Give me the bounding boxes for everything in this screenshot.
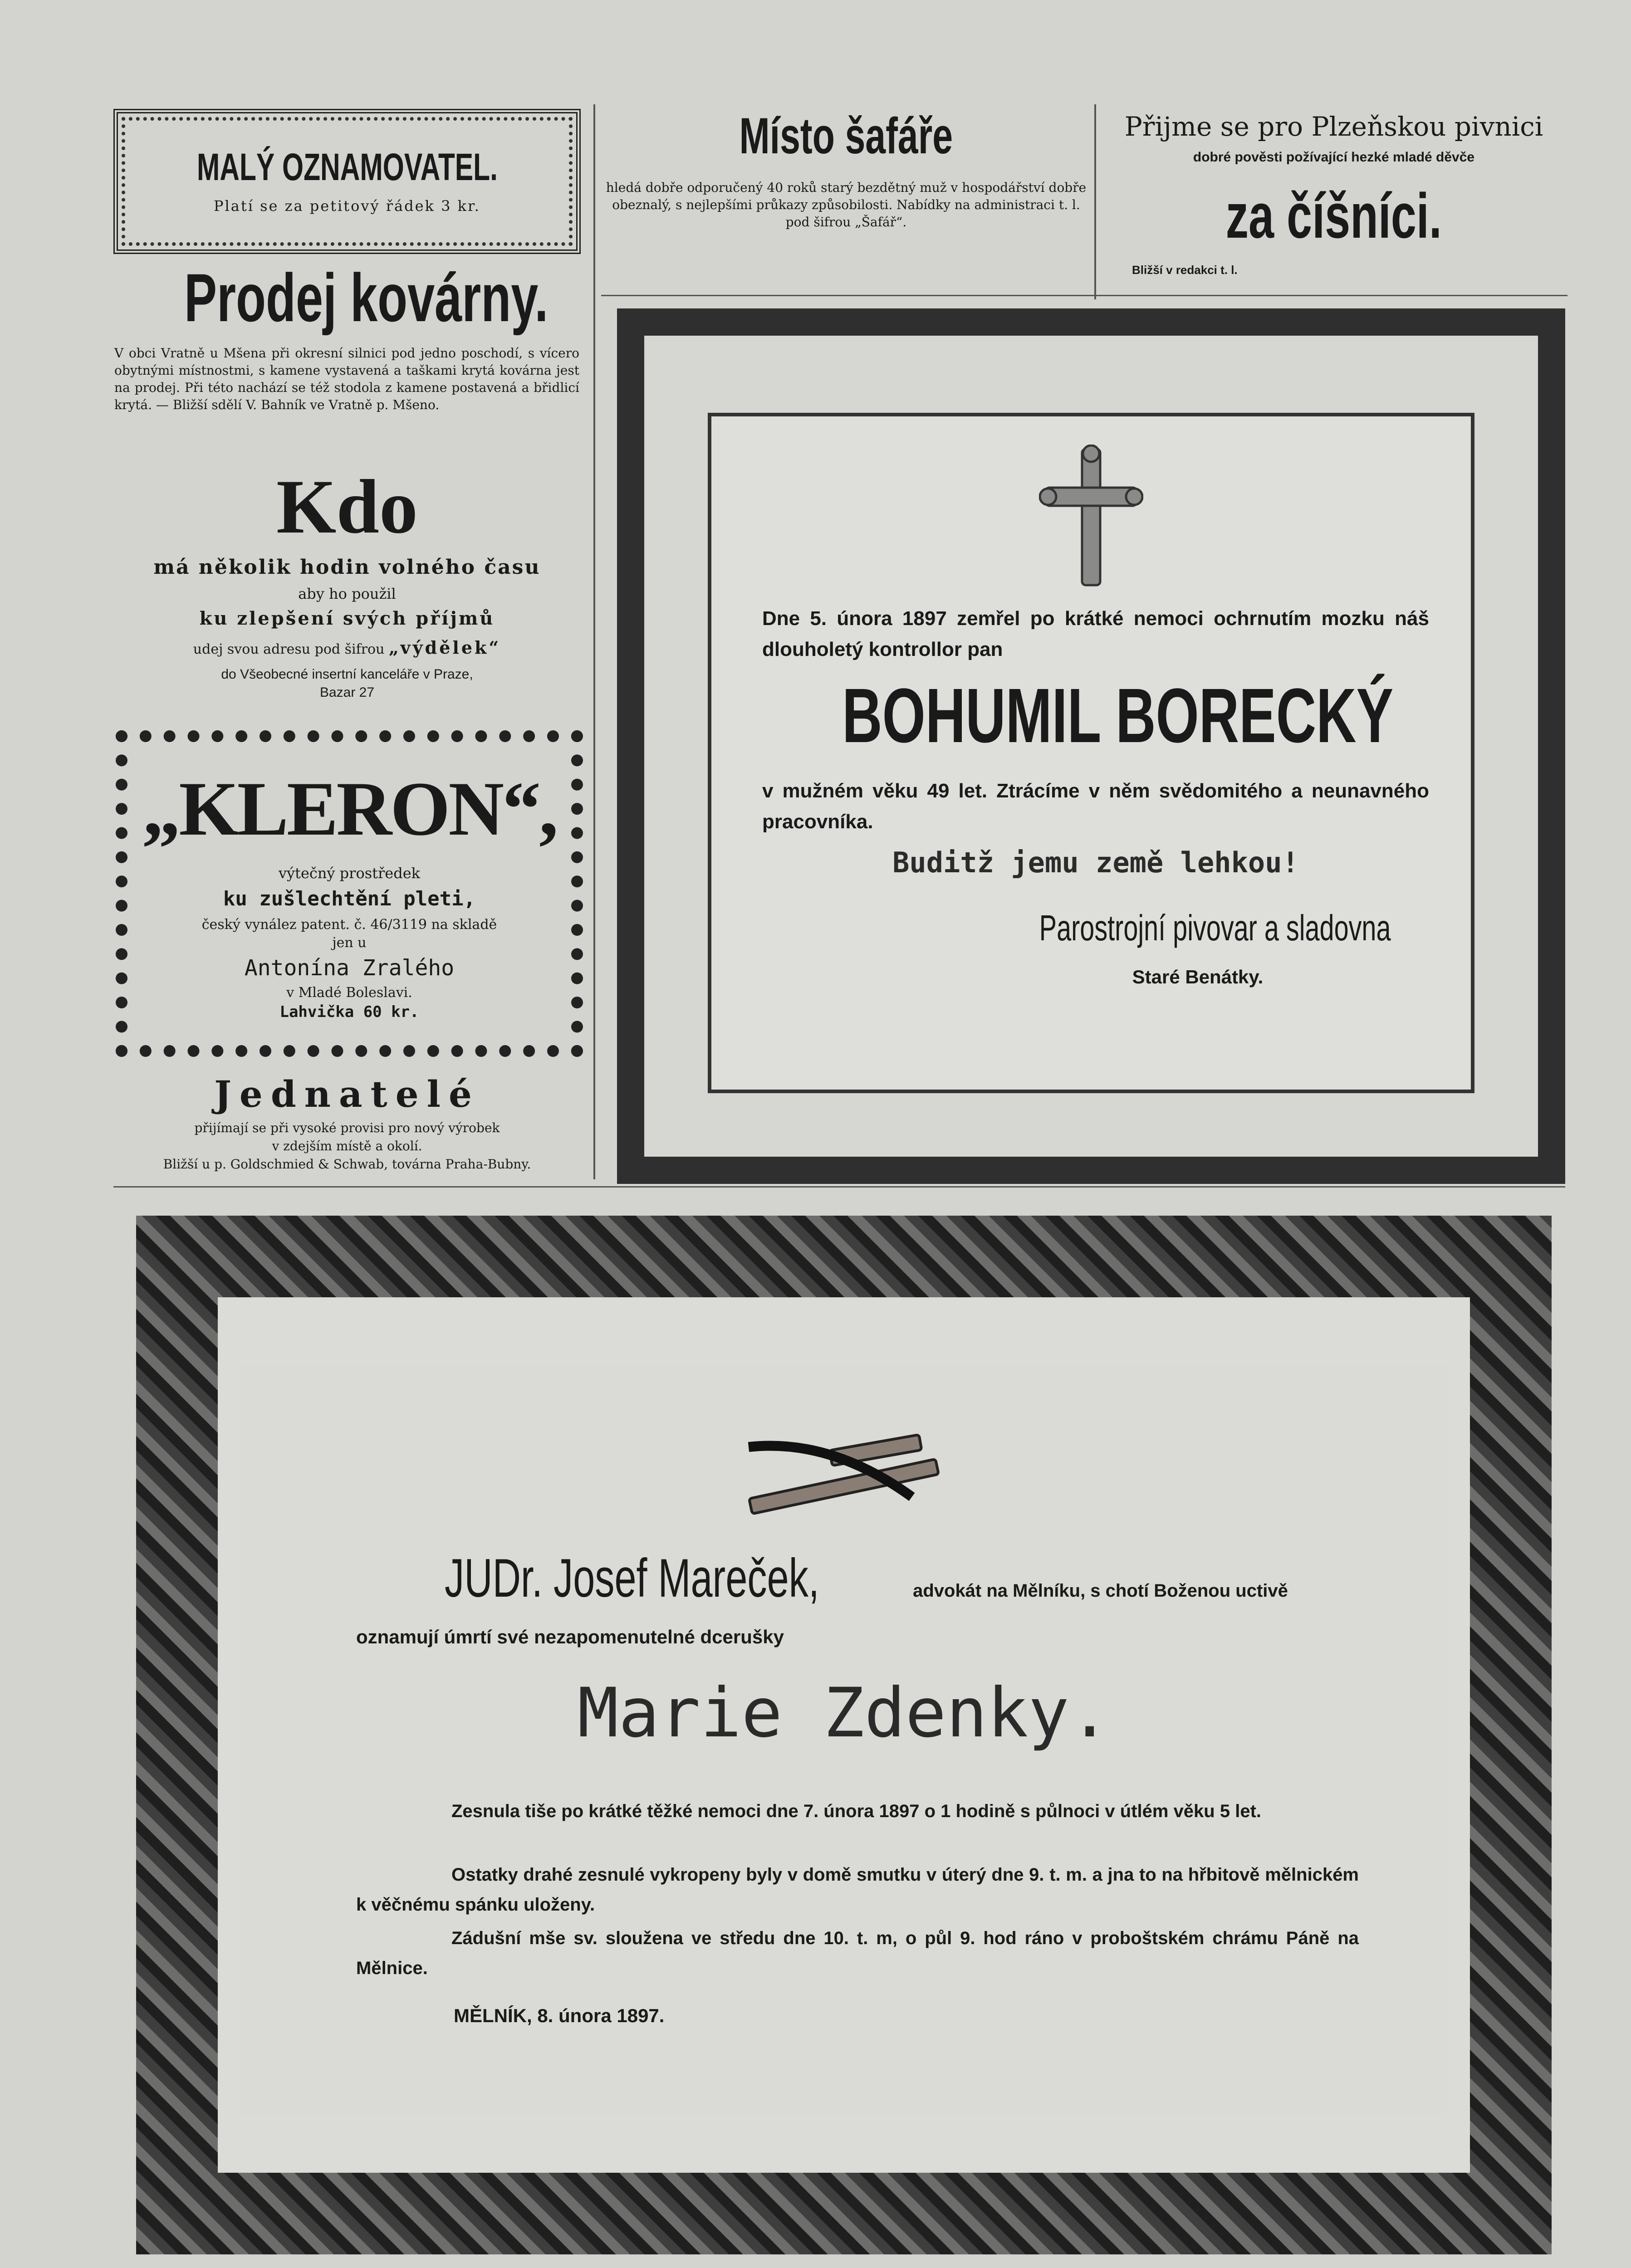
section-divider [601, 295, 1567, 296]
obituary-marecek-line2: oznamují úmrtí své nezapomenutelné dcerušky [356, 1626, 784, 1647]
prodej-body: V obci Vratně u Mšena při okresní silnici pod jedno poschodí, s vícero obytnými místnostmi, s kamene vystavená a taškami krytá kovárna jest na prodej. Při této nachází se též stodola z kamene postavená a břidlicí krytá. — Bližší sdělí V. Bahník ve Vratně p. Mšeno. [114, 346, 579, 412]
kdo-line6: Bazar 27 [319, 685, 375, 700]
obituary-marecek-sender-rest: advokát na Mělníku, s chotí Boženou uctivě [913, 1581, 1288, 1601]
jednatele-line2: v zdejším místě a okolí. [272, 1139, 422, 1154]
safar-title: Místo šafáře [739, 108, 953, 164]
prodej-title: Prodej kovárny. [184, 259, 549, 336]
column-divider-right [1094, 104, 1096, 299]
jednatele-line1: přijímají se při vysoké provisi pro nový výrobek [194, 1120, 500, 1135]
column-divider-left [593, 104, 595, 1179]
kleron-line2: ku zušlechtění pleti, [223, 887, 476, 910]
cisnici-title: za číšníci. [1225, 180, 1442, 251]
kdo-line5: do Všeobecné insertní kanceláře v Praze, [221, 667, 473, 682]
obituary-borecky-intro: Dne 5. února 1897 zemřel po krátké nemoci ochrnutím mozku náš dlouholetý kontrollor pan [762, 607, 1429, 660]
obituary-marecek-date: MĚLNÍK, 8. února 1897. [454, 2005, 665, 2026]
kleron-line1: výtečný prostředek [278, 865, 421, 882]
kleron-line4: jen u [332, 935, 367, 951]
obituary-borecky-signer: Parostrojní pivovar a sladovna [1039, 908, 1391, 948]
obituary-marecek-p1: Zesnula tiše po krátké těžké nemoci dne 7. února 1897 o 1 hodině s půlnoci v útlém věku 5 let. [451, 1801, 1261, 1821]
kleron-line3: český vynález patent. č. 46/3119 na skladě [201, 917, 497, 933]
obituary-borecky-blessing: Buditž jemu země lehkou! [892, 846, 1299, 879]
obituary-borecky-place: Staré Benátky. [1132, 966, 1264, 987]
obituary-marecek-name: Marie Zdenky. [578, 1674, 1110, 1753]
middle-divider [113, 1186, 1565, 1188]
obituary-borecky-body: v mužném věku 49 let. Ztrácíme v něm svědomitého a neunavného pracovníka. [762, 780, 1429, 833]
obituary-marecek-sender: JUDr. Josef Mareček, [445, 1548, 819, 1608]
jednatele-line3: Bližší u p. Goldschmied & Schwab, továrna Praha-Bubny. [163, 1157, 531, 1172]
kleron-line7: Lahvička 60 kr. [279, 1003, 419, 1021]
kdo-line1: má několik hodin volného času [153, 556, 541, 579]
cisnici-line1: Přijme se pro Plzeňskou pivnici [1124, 111, 1543, 142]
safar-body: hledá dobře odporučený 40 roků starý bezdětný muž v hospodářství dobře obeznalý, s nejlepšími průkazy způsobilosti. Nabídky na administraci t. l. pod šifrou „Šafář“. [606, 180, 1087, 230]
cross-icon [1039, 445, 1143, 590]
maly-oznamovatel-subtitle: Platí se za petitový řádek 3 kr. [214, 197, 480, 215]
kdo-title: Kdo [276, 464, 418, 549]
jednatele-title: Jednatelé [214, 1073, 480, 1115]
cisnici-line3: Bližší v redakci t. l. [1132, 263, 1238, 277]
kdo-cipher: „výdělek“ [388, 637, 501, 658]
maly-oznamovatel-box [113, 109, 581, 254]
kleron-line5: Antonína Zralého [244, 955, 455, 981]
obituary-borecky-name: BOHUMIL BORECKÝ [842, 673, 1394, 759]
kleron-line6: v Mladé Boleslavi. [286, 985, 412, 1001]
kleron-title: „KLERON“, [142, 766, 557, 851]
palm-cross-icon [740, 1429, 944, 1520]
maly-oznamovatel-title: MALÝ OZNAMOVATEL. [196, 146, 498, 188]
cisnici-line2: dobré pověsti požívající hezké mladé děvče [1193, 150, 1475, 165]
obituary-marecek-p3: Zádušní mše sv. sloužena ve středu dne 10. t. m, o půl 9. hod ráno v proboštském chrámu Páně na Mělnice. [356, 1928, 1359, 1978]
kdo-line2: aby ho použil [298, 585, 396, 602]
kdo-line3: ku zlepšení svých příjmů [199, 608, 495, 629]
obituary-marecek-p2: Ostatky drahé zesnulé vykropeny byly v domě smutku v úterý dne 9. t. m. a jna to na hřbitově mělnickém k věčnému spánku uloženy. [356, 1865, 1359, 1915]
kdo-line4: udej svou adresu pod šifrou [193, 641, 385, 657]
kleron-box [116, 730, 583, 1057]
